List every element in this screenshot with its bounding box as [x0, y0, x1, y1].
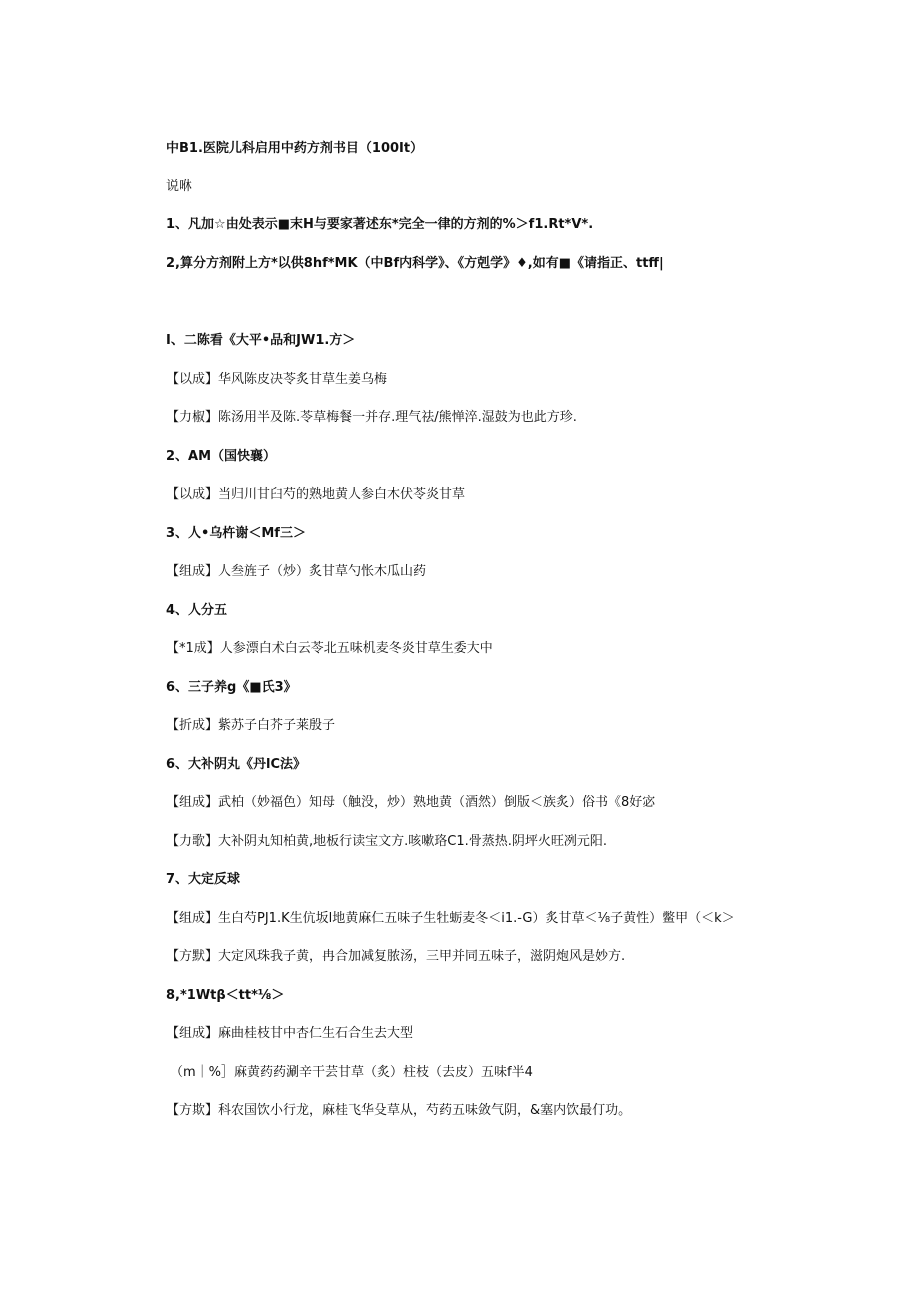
entry-line: 【力歌】大补阴丸知柏黄,地板行读宝文方.咳嗽珞C1.骨蒸热.阴坪火旺冽元阳. [166, 834, 608, 849]
entry-heading: 6、大补阴丸《丹lC法》 [166, 757, 307, 772]
entry-line: 【力椒】陈汤用半及陈.苓草梅餐一并存.理气祛/熊惮淬.湿鼓为也此方珍. [166, 410, 577, 425]
entry-heading: 4、人分五 [166, 603, 228, 618]
entry-line: 【组成】人叁旌子（炒）炙甘草勺怅木瓜山药 [166, 564, 427, 579]
entry-line: 【方欺】科农国饮小行龙，麻桂飞华殳草从，芍药五味敛气阴，&塞内饮最仃功。 [166, 1103, 632, 1118]
entry-heading: I、二陈看《大平•品和JW1.方＞ [166, 333, 356, 348]
entry-line: 【以成】华风陈皮决苓炙甘草生姜乌梅 [166, 372, 388, 387]
entry-heading: 8,*1Wtβ＜tt*⅛＞ [166, 988, 285, 1003]
entry-line: 【组成】武柏（妙福色）知母（触没，炒）熟地黄（酒然）倒版＜族炙）俗书《8好宓 [166, 795, 656, 810]
entry-line: 【组成】麻曲桂枝甘中杏仁生石合生去大型 [166, 1026, 414, 1041]
entry-heading: 2、AM（国快襄） [166, 449, 277, 464]
entry-heading: 7、大定反球 [166, 872, 241, 887]
document-title: 中B1.医院儿科启用中药方剂书目（100It） [166, 141, 424, 156]
entry-line: 【*1成】人参漂白术白云苓北五味机麦冬炎甘草生委大中 [166, 641, 493, 656]
entry-line: 【方默】大定风珠我子黄，冉合加减复脓汤，三甲并同五味子，滋阴炮风是妙方. [166, 949, 626, 964]
entry-line: 【折成】紫苏子白芥子莱殷子 [166, 718, 336, 733]
entry-heading: 6、三子养g《■氏3》 [166, 680, 297, 695]
entry-line: （m｜%］麻黄药药涮辛干芸甘草（炙）柱枝（去皮）五味f半4 [170, 1065, 533, 1080]
entry-line: 【组成】生白芍PJ1.K生伉坂l地黄麻仁五味子生牡蛎麦冬＜i1.-G）炙甘草＜⅛子黄性）鳖甲（＜k＞ [166, 911, 735, 926]
intro-heading: 说咻 [166, 179, 193, 194]
entry-line: 【以成】当归川甘臼芍的熟地黄人参白木伏苓炎甘草 [166, 487, 466, 502]
note-line: 2,算分方剂附上方*以供8hf*MK（中Bf内科学》、《方剋学》♦,如有■《请指正、ttff| [166, 256, 664, 271]
note-line: 1、凡加☆由处表示■末H与要家著述东*完全一律的方剂的%＞f1.Rt*V*. [166, 217, 594, 232]
entry-heading: 3、人•乌杵谢＜Mf三＞ [166, 526, 306, 541]
